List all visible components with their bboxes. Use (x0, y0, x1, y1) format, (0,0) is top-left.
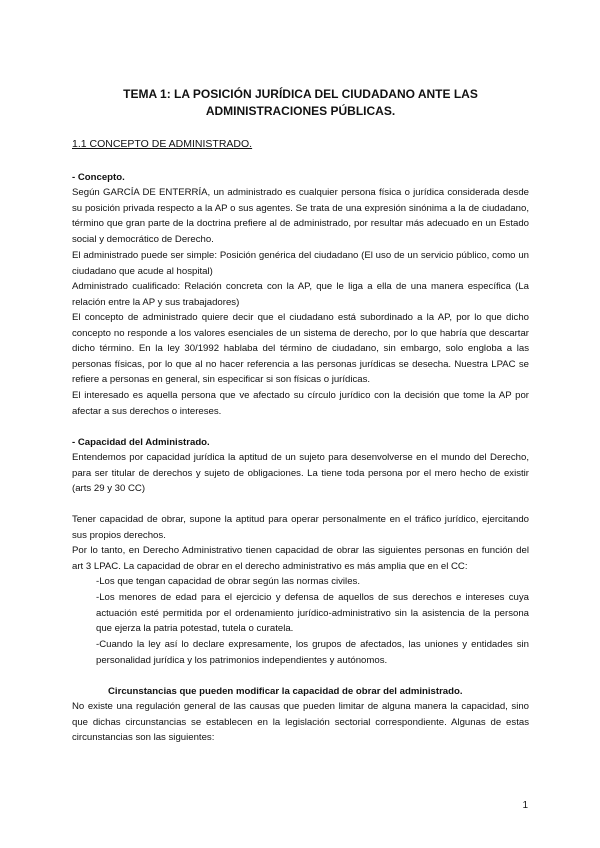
circunstancias-paragraph-1: No existe una regulación general de las causas que pueden limitar de alguna manera la capacidad, sino que dichas circunstancias se establecen en la legislación sectorial correspondiente. Algunas de estas circunstancias son las siguientes: (72, 701, 529, 743)
title-line-1: TEMA 1: LA POSICIÓN JURÍDICA DEL CIUDADANO ANTE LAS (123, 87, 478, 101)
concepto-paragraph-2: El administrado puede ser simple: Posición genérica del ciudadano (El uso de un servicio público, como un ciudadano que acude al hospital) (72, 250, 529, 277)
page-number: 1 (522, 800, 528, 811)
capacidad-heading: - Capacidad del Administrado. (72, 437, 210, 448)
concepto-paragraph-3: Administrado cualificado: Relación concreta con la AP, que le liga a ella de una manera específica (La relación entre la AP y sus trabajadores) (72, 281, 529, 308)
capacidad-paragraph-2: Tener capacidad de obrar, supone la aptitud para operar personalmente en el tráfico jurídico, ejercitando sus propios derechos. (72, 514, 529, 541)
capacidad-list-item: -Los que tengan capacidad de obrar según las normas civiles. (96, 576, 360, 587)
concepto-paragraph-4: El concepto de administrado quiere decir que el ciudadano está subordinado a la AP, por lo que dicho concepto no responde a los valores esenciales de un sistema de derecho, por lo que habría que descartar dicho término. En la ley 30/1992 hablaba del término de ciudadano, sin embargo, solo engloba a las personas físicas, por lo que al no hacer referencia a las personas jurídicas se desecha. Nuestra LPAC se refiere a personas en general, sin especificar si son físicas o jurídicas. (72, 312, 529, 385)
capacidad-paragraph-3: Por lo tanto, en Derecho Administrativo tienen capacidad de obrar las siguientes personas en función del art 3 LPAC. La capacidad de obrar en el derecho administrativo es más amplia que en el CC: (72, 545, 529, 572)
document-title (72, 86, 529, 120)
section-heading: 1.1 CONCEPTO DE ADMINISTRADO. (72, 138, 253, 150)
capacidad-paragraph-1: Entendemos por capacidad jurídica la aptitud de un sujeto para desenvolverse en el mundo del Derecho, para ser titular de derechos y sujeto de obligaciones. La tiene toda persona por el mero hecho de existir (arts 29 y 30 CC) (72, 452, 529, 494)
concepto-paragraph-5: El interesado es aquella persona que ve afectado su círculo jurídico con la decisión que tome la AP por afectar a sus derechos o intereses. (72, 390, 529, 417)
circunstancias-heading: Circunstancias que pueden modificar la capacidad de obrar del administrado. (108, 686, 463, 697)
title-line-2: ADMINISTRACIONES PÚBLICAS. (205, 104, 396, 118)
concepto-paragraph-1: Según GARCÍA DE ENTERRÍA, un administrado es cualquier persona física o jurídica considerada desde su posición privada respecto a la AP o sus agentes. Se trata de una expresión sinónima a la de ciudadano, término que gran parte de la doctrina prefiere al de administrado, por resultar más adecuado en un Estado social y democrático de Derecho. (72, 187, 529, 245)
capacidad-list-item: -Los menores de edad para el ejercicio y defensa de aquellos de sus derechos e intereses cuya actuación esté permitida por el ordenamiento jurídico-administrativo sin la asistencia de la persona que ejerza la patria potestad, tutela o curatela. (96, 592, 529, 634)
capacidad-list-item: -Cuando la ley así lo declare expresamente, los grupos de afectados, las uniones y entidades sin personalidad jurídica y los patrimonios independientes y autónomos. (96, 639, 529, 666)
concepto-heading: - Concepto. (72, 172, 125, 183)
